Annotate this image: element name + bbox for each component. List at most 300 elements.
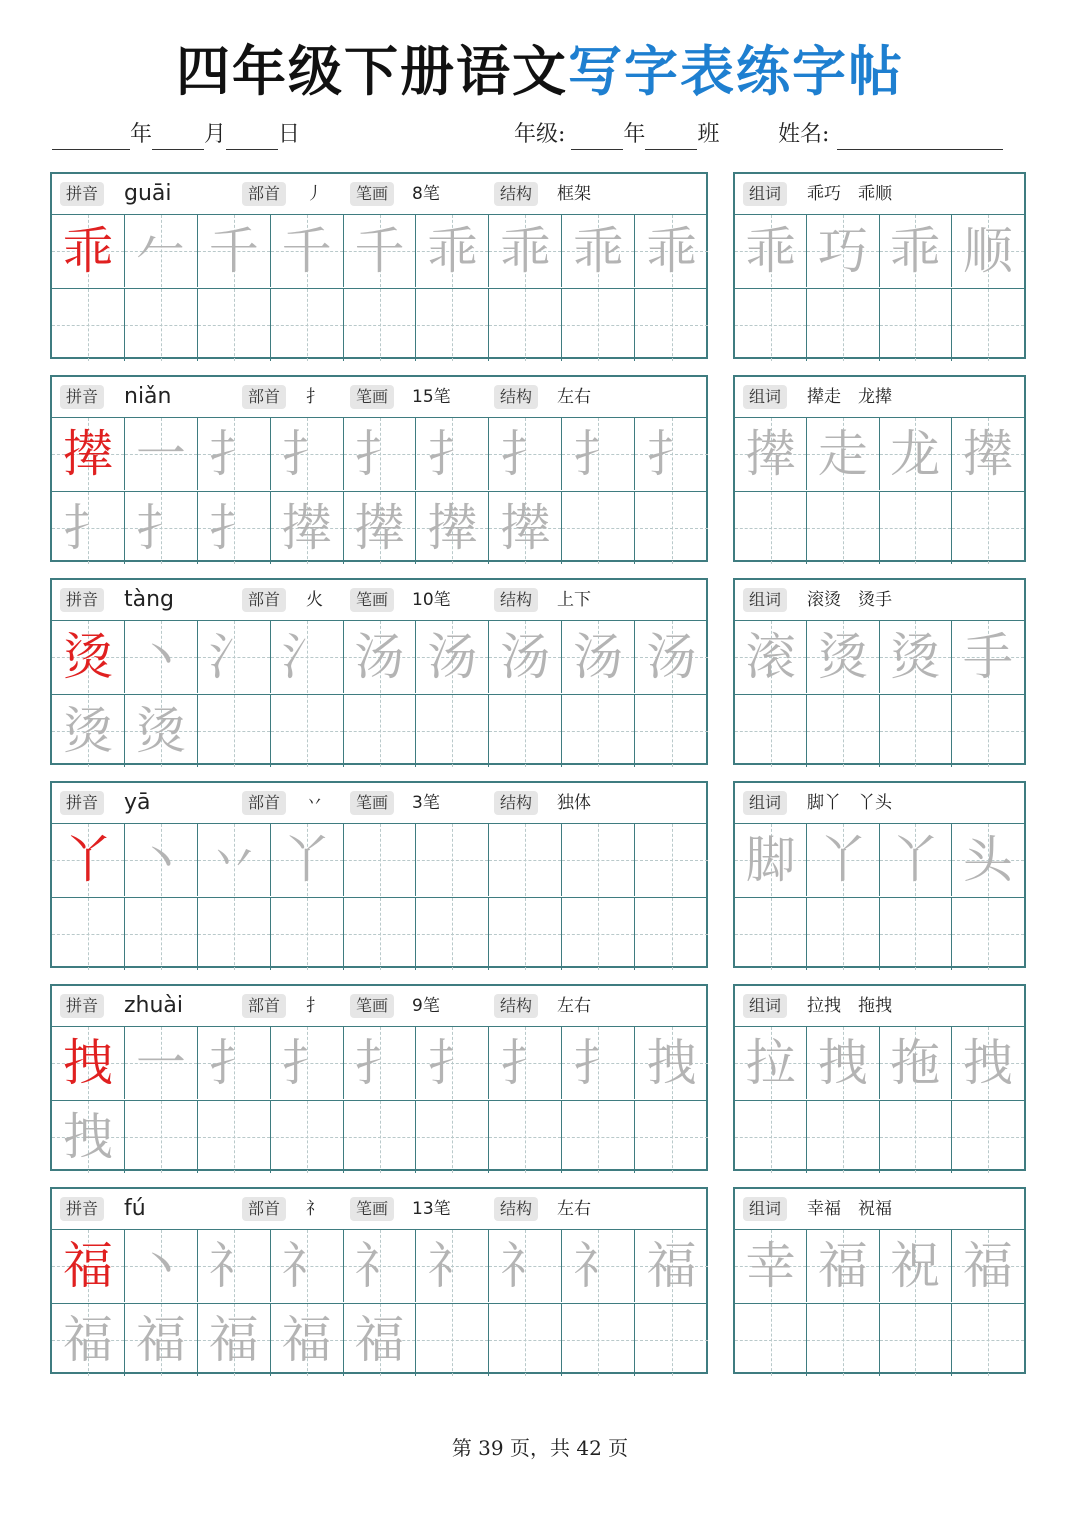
practice-cell[interactable] <box>635 1101 708 1173</box>
practice-cell[interactable] <box>635 1230 708 1302</box>
trace-character: 氵 <box>281 628 332 686</box>
character-info-header <box>52 783 706 824</box>
structure-value: 上下 <box>557 590 591 610</box>
practice-cell[interactable] <box>880 418 952 490</box>
grid-row <box>52 621 706 693</box>
trace-character: 扌 <box>573 1034 624 1092</box>
practice-cell[interactable] <box>952 289 1024 361</box>
trace-character: 丶 <box>135 1237 186 1295</box>
vocabulary-box <box>733 375 1026 562</box>
trace-character: 烫 <box>890 628 941 686</box>
class-blank[interactable] <box>645 123 697 150</box>
trace-character: 拖 <box>890 1034 941 1092</box>
vocabulary-grid <box>735 215 1024 357</box>
practice-cell[interactable] <box>52 289 125 361</box>
practice-cell[interactable] <box>635 289 708 361</box>
practice-box <box>50 1187 708 1374</box>
words-value: 撵走 龙撵 <box>807 387 892 407</box>
practice-cell[interactable] <box>489 418 562 490</box>
trace-character: 丫 <box>281 831 332 889</box>
practice-cell[interactable] <box>52 824 125 896</box>
trace-character: 福 <box>62 1311 113 1369</box>
practice-cell[interactable] <box>125 695 198 767</box>
practice-cell[interactable] <box>807 1304 879 1376</box>
trace-character: 扌 <box>354 425 405 483</box>
practice-cell[interactable] <box>807 824 879 896</box>
practice-cell[interactable] <box>562 1230 635 1302</box>
practice-cell[interactable] <box>417 824 490 896</box>
pinyin-tag: 拼音 <box>60 588 104 612</box>
structure-tag: 结构 <box>494 1197 538 1221</box>
trace-character: 丶 <box>135 831 186 889</box>
practice-cell[interactable] <box>344 418 417 490</box>
practice-cell[interactable] <box>489 824 562 896</box>
writing-grid <box>52 824 706 966</box>
writing-grid <box>52 1230 706 1372</box>
trace-character: 撵 <box>500 499 551 557</box>
words-tag: 组词 <box>743 791 787 815</box>
page-title <box>0 38 1080 104</box>
grid-row <box>735 1100 1024 1173</box>
practice-cell[interactable] <box>417 215 490 287</box>
trace-character: 扌 <box>354 1034 405 1092</box>
trace-character: 乖 <box>573 222 624 280</box>
day-label: 日 <box>278 122 301 147</box>
month-blank[interactable] <box>152 123 204 150</box>
grid-row <box>735 215 1024 287</box>
trace-character: 礻 <box>573 1237 624 1295</box>
practice-cell[interactable] <box>344 898 417 970</box>
name-blank[interactable] <box>837 123 1003 150</box>
practice-cell[interactable] <box>952 695 1024 767</box>
class-label: 班 <box>697 122 720 147</box>
practice-cell[interactable] <box>271 1027 344 1099</box>
trace-character: 汤 <box>646 628 697 686</box>
practice-cell[interactable] <box>635 492 708 564</box>
practice-cell[interactable] <box>880 898 952 970</box>
grade-fields <box>514 120 719 150</box>
trace-character: 走 <box>817 425 868 483</box>
vocabulary-header <box>735 377 1024 418</box>
practice-box <box>50 375 708 562</box>
practice-cell[interactable] <box>735 1027 807 1099</box>
trace-character: 𠂉 <box>135 222 186 280</box>
pinyin-value: tàng <box>124 587 175 612</box>
practice-cell[interactable] <box>807 215 879 287</box>
practice-cell[interactable] <box>52 898 125 970</box>
character-info-header <box>52 377 706 418</box>
practice-cell[interactable] <box>198 1027 271 1099</box>
practice-cell[interactable] <box>880 492 952 564</box>
practice-cell[interactable] <box>125 1101 198 1173</box>
practice-cell[interactable] <box>807 1027 879 1099</box>
trace-character: 拉 <box>745 1034 796 1092</box>
practice-cell[interactable] <box>198 621 271 693</box>
practice-cell[interactable] <box>880 1101 952 1173</box>
pinyin-value: niǎn <box>124 384 172 409</box>
practice-cell[interactable] <box>562 824 635 896</box>
strokes-tag: 笔画 <box>350 182 394 206</box>
practice-cell[interactable] <box>952 898 1024 970</box>
year-label: 年 <box>130 122 153 147</box>
practice-cell[interactable] <box>489 1230 562 1302</box>
trace-character: 乖 <box>745 222 796 280</box>
practice-cell[interactable] <box>271 418 344 490</box>
grid-row <box>52 897 706 970</box>
trace-character: 汤 <box>354 628 405 686</box>
practice-cell[interactable] <box>271 1304 344 1376</box>
practice-cell[interactable] <box>880 1304 952 1376</box>
practice-cell[interactable] <box>198 1304 271 1376</box>
practice-cell[interactable] <box>52 695 125 767</box>
radical-tag: 部首 <box>242 588 286 612</box>
grade-blank[interactable] <box>571 123 623 150</box>
practice-cell[interactable] <box>489 695 562 767</box>
strokes-tag: 笔画 <box>350 385 394 409</box>
words-tag: 组词 <box>743 1197 787 1221</box>
name-label: 姓名: <box>778 122 830 147</box>
practice-cell[interactable] <box>489 1101 562 1173</box>
character-block <box>50 781 1026 970</box>
practice-cell[interactable] <box>880 1027 952 1099</box>
trace-character: 丫 <box>817 831 868 889</box>
practice-cell[interactable] <box>198 898 271 970</box>
structure-tag: 结构 <box>494 385 538 409</box>
practice-cell[interactable] <box>52 215 125 287</box>
practice-cell[interactable] <box>489 621 562 693</box>
practice-cell[interactable] <box>52 621 125 693</box>
vocabulary-grid <box>735 1230 1024 1372</box>
trace-character: 扌 <box>427 425 478 483</box>
practice-cell[interactable] <box>635 215 708 287</box>
practice-cell[interactable] <box>198 215 271 287</box>
practice-cell[interactable] <box>344 1027 417 1099</box>
practice-cell[interactable] <box>807 695 879 767</box>
practice-cell[interactable] <box>952 1027 1024 1099</box>
practice-cell[interactable] <box>807 621 879 693</box>
practice-cell[interactable] <box>52 1304 125 1376</box>
practice-cell[interactable] <box>635 621 708 693</box>
target-character: 烫 <box>62 628 113 686</box>
trace-character: 扌 <box>208 425 259 483</box>
trace-character: 乖 <box>500 222 551 280</box>
vocabulary-header <box>735 174 1024 215</box>
grid-row <box>735 1230 1024 1302</box>
practice-cell[interactable] <box>271 215 344 287</box>
character-info-header <box>52 1189 706 1230</box>
radical-tag: 部首 <box>242 791 286 815</box>
practice-cell[interactable] <box>344 621 417 693</box>
practice-cell[interactable] <box>489 1027 562 1099</box>
grid-row <box>52 1230 706 1302</box>
practice-cell[interactable] <box>344 1101 417 1173</box>
trace-character: 巧 <box>817 222 868 280</box>
practice-cell[interactable] <box>198 289 271 361</box>
info-line <box>52 120 1022 154</box>
strokes-value: 8笔 <box>412 184 440 204</box>
practice-cell[interactable] <box>807 1101 879 1173</box>
practice-cell[interactable] <box>344 1230 417 1302</box>
name-fields <box>778 120 1003 150</box>
trace-character: 丶 <box>135 628 186 686</box>
practice-cell[interactable] <box>125 289 198 361</box>
words-tag: 组词 <box>743 182 787 206</box>
practice-cell[interactable] <box>952 492 1024 564</box>
practice-cell[interactable] <box>807 289 879 361</box>
practice-cell[interactable] <box>125 418 198 490</box>
trace-character: 丷 <box>208 831 259 889</box>
practice-cell[interactable] <box>417 695 490 767</box>
practice-cell[interactable] <box>880 215 952 287</box>
vocabulary-header <box>735 580 1024 621</box>
practice-cell[interactable] <box>125 1027 198 1099</box>
radical-value: 丷 <box>306 793 323 813</box>
practice-cell[interactable] <box>735 1230 807 1302</box>
practice-cell[interactable] <box>344 492 417 564</box>
strokes-tag: 笔画 <box>350 994 394 1018</box>
practice-cell[interactable] <box>489 289 562 361</box>
practice-cell[interactable] <box>271 621 344 693</box>
grade-year-label: 年 <box>623 122 646 147</box>
words-tag: 组词 <box>743 994 787 1018</box>
vocabulary-box <box>733 172 1026 359</box>
practice-cell[interactable] <box>125 621 198 693</box>
practice-cell[interactable] <box>635 418 708 490</box>
strokes-tag: 笔画 <box>350 1197 394 1221</box>
trace-character: 福 <box>962 1237 1013 1295</box>
practice-cell[interactable] <box>125 492 198 564</box>
practice-cell[interactable] <box>198 695 271 767</box>
practice-cell[interactable] <box>271 695 344 767</box>
practice-cell[interactable] <box>198 824 271 896</box>
words-tag: 组词 <box>743 385 787 409</box>
practice-cell[interactable] <box>489 898 562 970</box>
practice-cell[interactable] <box>735 215 807 287</box>
practice-cell[interactable] <box>417 418 490 490</box>
practice-cell[interactable] <box>198 418 271 490</box>
trace-character: 烫 <box>62 702 113 760</box>
pinyin-tag: 拼音 <box>60 385 104 409</box>
trace-character: 礻 <box>427 1237 478 1295</box>
trace-character: 扌 <box>208 1034 259 1092</box>
grid-row <box>52 215 706 287</box>
character-info-header <box>52 986 706 1027</box>
grid-row <box>735 897 1024 970</box>
practice-cell[interactable] <box>271 1101 344 1173</box>
practice-cell[interactable] <box>880 621 952 693</box>
practice-cell[interactable] <box>952 418 1024 490</box>
practice-cell[interactable] <box>562 1101 635 1173</box>
trace-character: 千 <box>208 222 259 280</box>
practice-cell[interactable] <box>489 215 562 287</box>
structure-tag: 结构 <box>494 791 538 815</box>
practice-cell[interactable] <box>417 898 490 970</box>
practice-cell[interactable] <box>735 898 807 970</box>
structure-value: 独体 <box>557 793 591 813</box>
practice-cell[interactable] <box>52 492 125 564</box>
grid-row <box>52 491 706 564</box>
title-part2: 写字表练字帖 <box>568 39 904 103</box>
practice-cell[interactable] <box>489 1304 562 1376</box>
practice-cell[interactable] <box>735 695 807 767</box>
practice-cell[interactable] <box>562 1027 635 1099</box>
practice-cell[interactable] <box>562 215 635 287</box>
practice-cell[interactable] <box>562 695 635 767</box>
practice-cell[interactable] <box>344 695 417 767</box>
year-blank[interactable] <box>52 123 130 150</box>
practice-cell[interactable] <box>562 1304 635 1376</box>
practice-cell[interactable] <box>635 898 708 970</box>
target-character: 丫 <box>62 831 113 889</box>
trace-character: 脚 <box>745 831 796 889</box>
practice-cell[interactable] <box>952 1304 1024 1376</box>
practice-cell[interactable] <box>198 1230 271 1302</box>
character-info-header <box>52 174 706 215</box>
practice-cell[interactable] <box>952 824 1024 896</box>
radical-value: 扌 <box>306 387 323 407</box>
practice-box <box>50 578 708 765</box>
practice-cell[interactable] <box>807 492 879 564</box>
trace-character: 千 <box>354 222 405 280</box>
practice-cell[interactable] <box>271 1230 344 1302</box>
writing-grid <box>52 1027 706 1169</box>
radical-value: 扌 <box>306 996 323 1016</box>
strokes-tag: 笔画 <box>350 588 394 612</box>
practice-cell[interactable] <box>417 1230 490 1302</box>
target-character: 撵 <box>62 425 113 483</box>
practice-cell[interactable] <box>880 289 952 361</box>
day-blank[interactable] <box>226 123 278 150</box>
practice-cell[interactable] <box>489 492 562 564</box>
practice-cell[interactable] <box>417 1101 490 1173</box>
practice-cell[interactable] <box>735 621 807 693</box>
practice-cell[interactable] <box>562 621 635 693</box>
practice-cell[interactable] <box>735 1304 807 1376</box>
practice-cell[interactable] <box>52 1027 125 1099</box>
practice-cell[interactable] <box>344 1304 417 1376</box>
practice-cell[interactable] <box>735 289 807 361</box>
practice-cell[interactable] <box>271 898 344 970</box>
practice-box <box>50 172 708 359</box>
practice-cell[interactable] <box>880 695 952 767</box>
practice-cell[interactable] <box>735 824 807 896</box>
practice-cell[interactable] <box>344 289 417 361</box>
vocabulary-header <box>735 1189 1024 1230</box>
practice-cell[interactable] <box>125 215 198 287</box>
trace-character: 乖 <box>427 222 478 280</box>
words-value: 拉拽 拖拽 <box>807 996 892 1016</box>
grid-row <box>735 694 1024 767</box>
practice-cell[interactable] <box>125 1304 198 1376</box>
vocabulary-box <box>733 984 1026 1171</box>
practice-cell[interactable] <box>807 1230 879 1302</box>
practice-cell[interactable] <box>52 418 125 490</box>
practice-cell[interactable] <box>271 289 344 361</box>
character-block <box>50 578 1026 767</box>
month-label: 月 <box>204 122 227 147</box>
practice-cell[interactable] <box>562 898 635 970</box>
vocabulary-grid <box>735 418 1024 560</box>
practice-cell[interactable] <box>635 1304 708 1376</box>
practice-cell[interactable] <box>52 1230 125 1302</box>
practice-cell[interactable] <box>417 289 490 361</box>
trace-character: 福 <box>646 1237 697 1295</box>
practice-cell[interactable] <box>562 289 635 361</box>
practice-cell[interactable] <box>271 824 344 896</box>
pinyin-tag: 拼音 <box>60 791 104 815</box>
practice-cell[interactable] <box>807 418 879 490</box>
practice-cell[interactable] <box>125 824 198 896</box>
character-block <box>50 984 1026 1173</box>
practice-cell[interactable] <box>735 1101 807 1173</box>
character-block <box>50 172 1026 361</box>
vocabulary-header <box>735 986 1024 1027</box>
practice-cell[interactable] <box>198 1101 271 1173</box>
practice-cell[interactable] <box>344 215 417 287</box>
practice-cell[interactable] <box>735 492 807 564</box>
practice-cell[interactable] <box>125 898 198 970</box>
trace-character: 撵 <box>354 499 405 557</box>
trace-character: 扌 <box>500 1034 551 1092</box>
practice-cell[interactable] <box>417 492 490 564</box>
trace-character: 汤 <box>427 628 478 686</box>
vocabulary-header <box>735 783 1024 824</box>
grid-row <box>52 824 706 896</box>
page-footer: 第 39 页，共 42 页 <box>451 1436 629 1460</box>
practice-cell[interactable] <box>635 695 708 767</box>
practice-cell[interactable] <box>880 824 952 896</box>
practice-cell[interactable] <box>952 215 1024 287</box>
trace-character: 福 <box>208 1311 259 1369</box>
trace-character: 手 <box>962 628 1013 686</box>
practice-cell[interactable] <box>880 1230 952 1302</box>
practice-cell[interactable] <box>417 1027 490 1099</box>
practice-cell[interactable] <box>52 1101 125 1173</box>
practice-cell[interactable] <box>952 1101 1024 1173</box>
practice-cell[interactable] <box>417 621 490 693</box>
practice-cell[interactable] <box>344 824 417 896</box>
practice-cell[interactable] <box>271 492 344 564</box>
radical-tag: 部首 <box>242 1197 286 1221</box>
trace-character: 祝 <box>890 1237 941 1295</box>
trace-character: 拽 <box>817 1034 868 1092</box>
practice-cell[interactable] <box>562 418 635 490</box>
words-value: 脚丫 丫头 <box>807 793 892 813</box>
date-fields <box>52 120 300 150</box>
practice-cell[interactable] <box>417 1304 490 1376</box>
strokes-tag: 笔画 <box>350 791 394 815</box>
practice-cell[interactable] <box>952 1230 1024 1302</box>
trace-character: 礻 <box>500 1237 551 1295</box>
pinyin-tag: 拼音 <box>60 994 104 1018</box>
trace-character: 乖 <box>646 222 697 280</box>
practice-cell[interactable] <box>735 418 807 490</box>
radical-tag: 部首 <box>242 994 286 1018</box>
practice-cell[interactable] <box>952 621 1024 693</box>
practice-cell[interactable] <box>807 898 879 970</box>
practice-cell[interactable] <box>635 1027 708 1099</box>
trace-character: 汤 <box>500 628 551 686</box>
strokes-value: 3笔 <box>412 793 440 813</box>
practice-cell[interactable] <box>125 1230 198 1302</box>
practice-cell[interactable] <box>635 824 708 896</box>
trace-character: 扌 <box>135 499 186 557</box>
trace-character: 滚 <box>745 628 796 686</box>
words-value: 滚烫 烫手 <box>807 590 892 610</box>
practice-cell[interactable] <box>198 492 271 564</box>
target-character: 福 <box>62 1237 113 1295</box>
practice-cell[interactable] <box>562 492 635 564</box>
